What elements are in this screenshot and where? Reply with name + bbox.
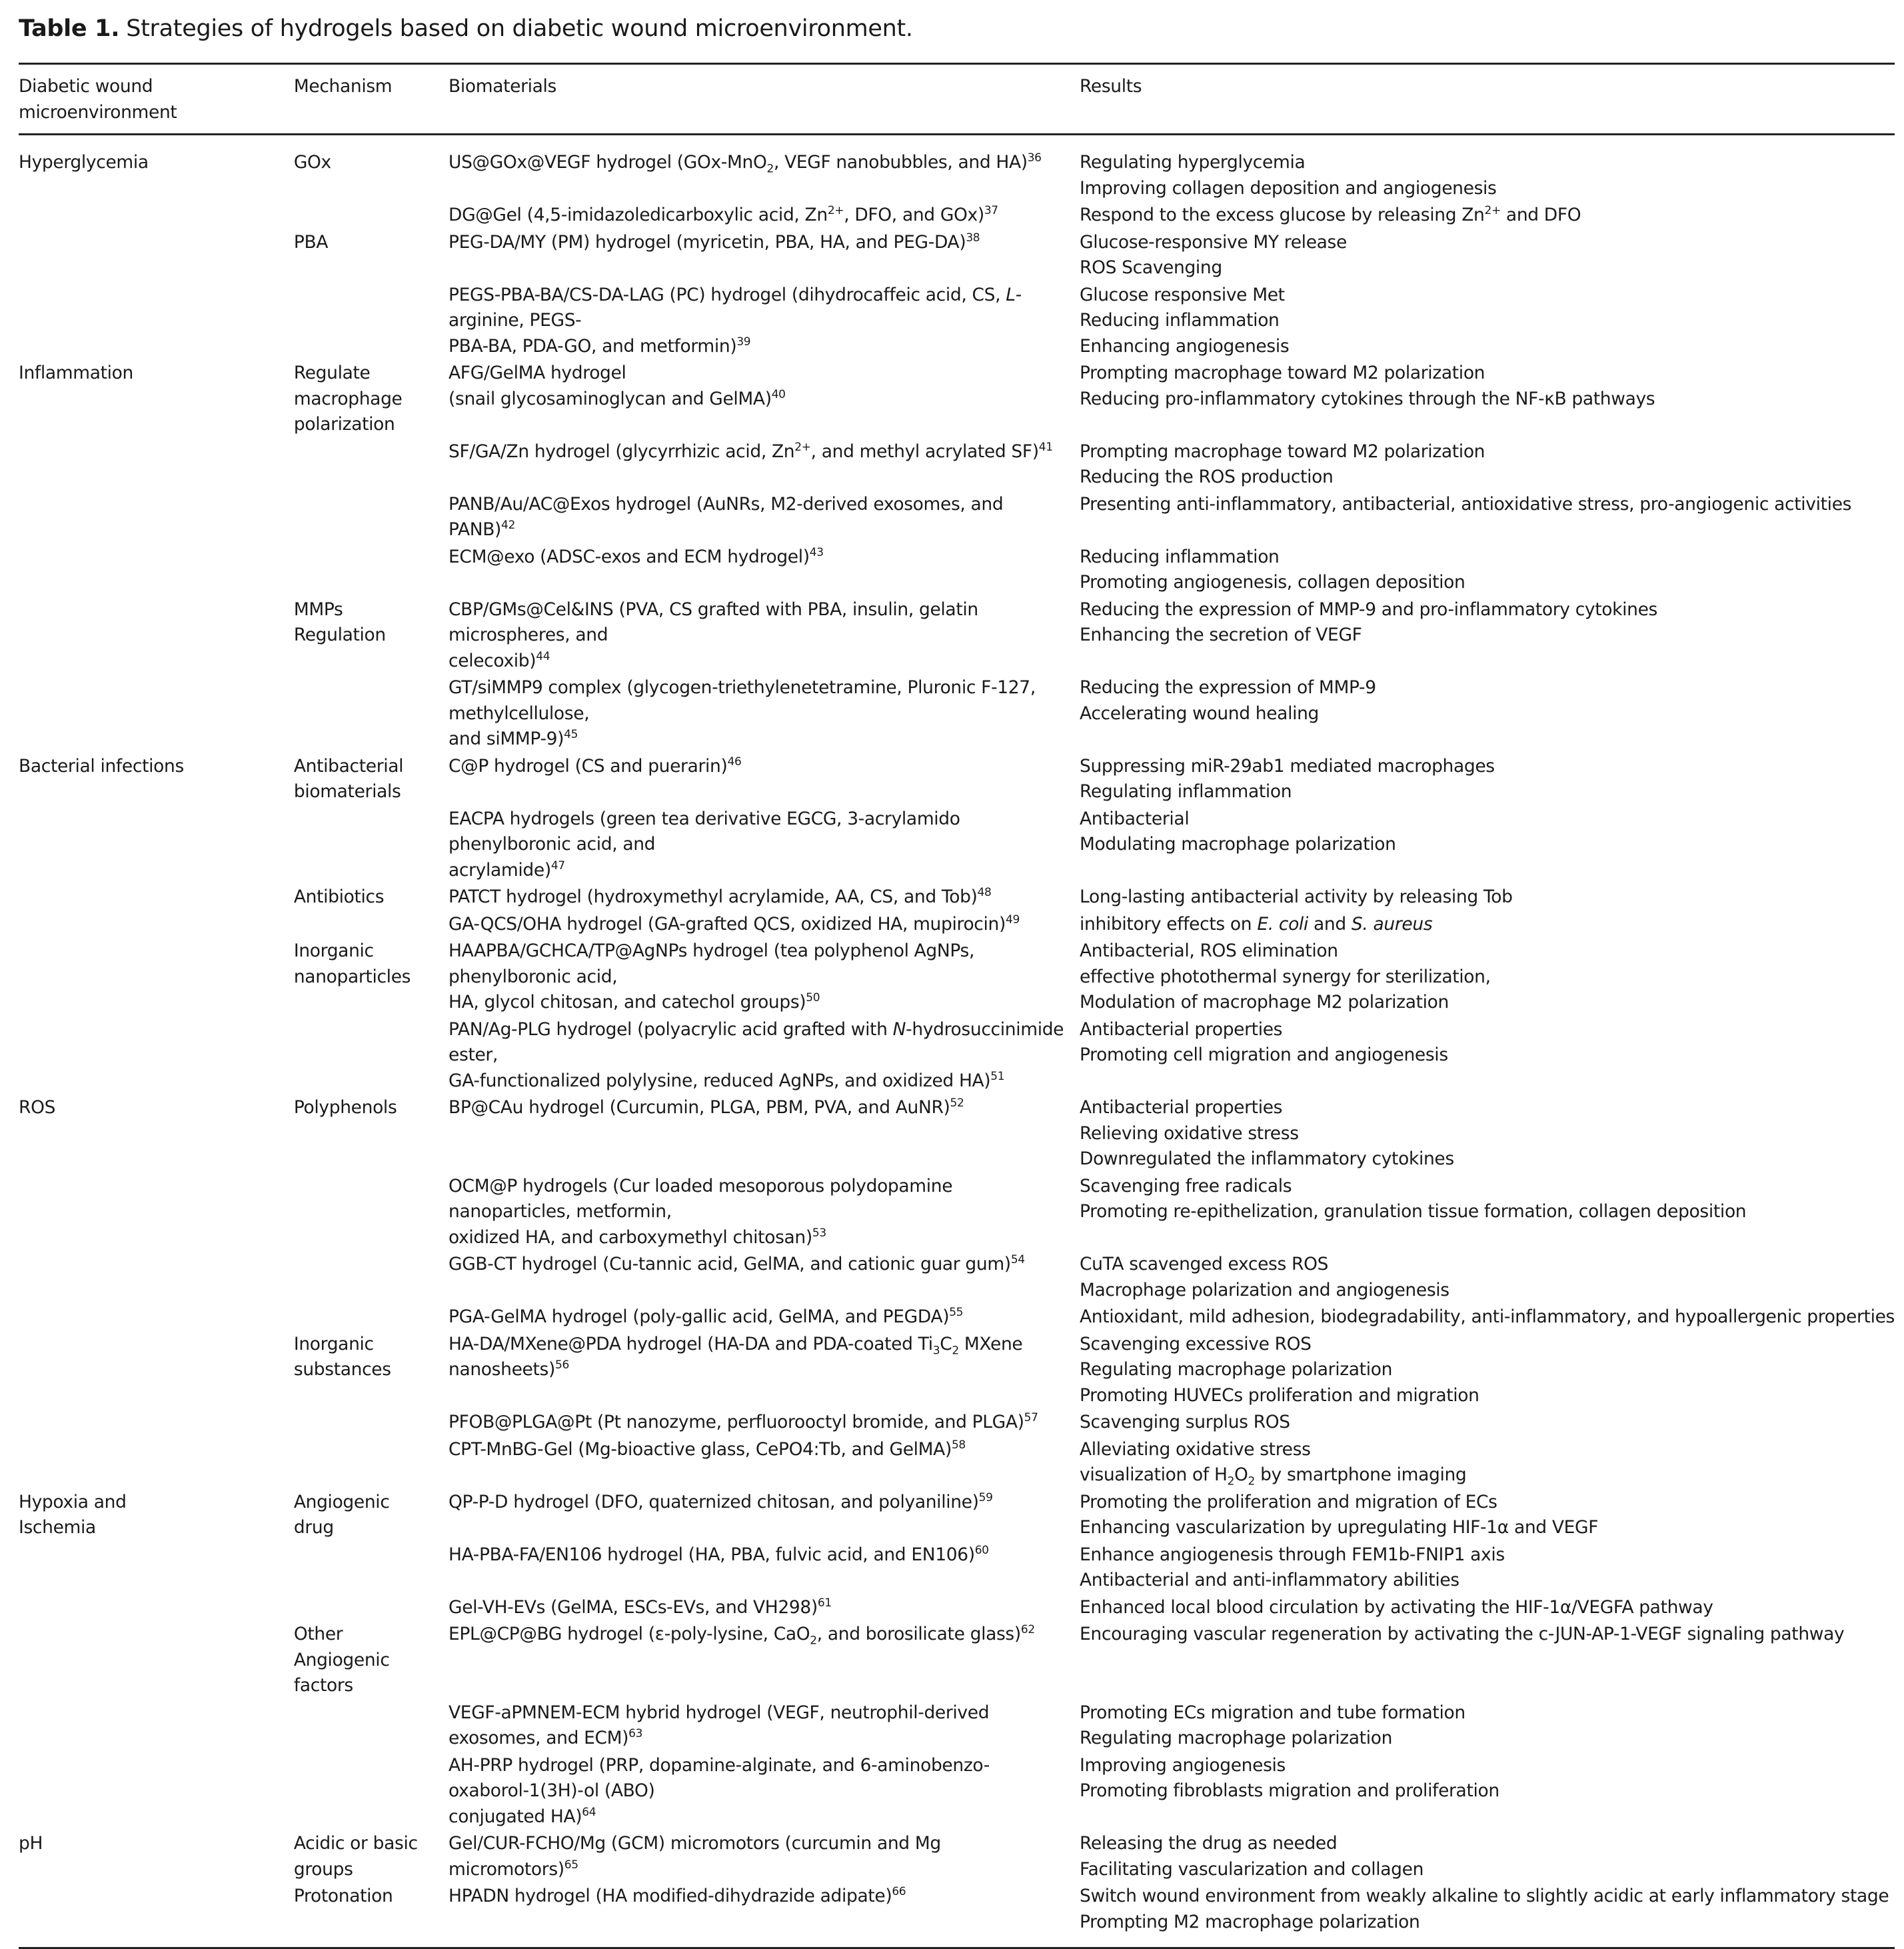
result-line: Scavenging free radicals <box>1080 1175 1292 1196</box>
cell-results <box>1080 1831 1895 1884</box>
cell-biomaterial: AH-PRP hydrogel (PRP, dopamine-alginate, and 6-aminobenzo-oxaborol-1(3H)-ol (ABO) conjugated HA)$^{64}$ <box>449 1754 990 1827</box>
result-line: Prompting macrophage toward M2 polarization <box>1080 363 1485 383</box>
cell-mechanism: Antibacterial biomaterials <box>293 755 404 802</box>
cell-microenvironment: pH <box>19 1833 43 1854</box>
cell-biomaterial: AFG/GelMA hydrogel (snail glycosaminoglycan and GelMA)$^{40}$ <box>449 363 786 409</box>
cell-biomaterial: VEGF-aPMNEM-ECM hybrid hydrogel (VEGF, neutrophil-derived exosomes, and ECM)$^{63}$ <box>449 1702 990 1748</box>
result-line: Presenting anti-inflammatory, antibacterial, antioxidative stress, pro-angiogenic activities <box>1080 493 1852 515</box>
cell-biomaterial: HA-PBA-FA/EN106 hydrogel (HA, PBA, fulvic acid, and EN106)$^{60}$ <box>449 1543 989 1565</box>
cell-microenvironment <box>19 1622 294 1700</box>
table-row <box>19 1622 1895 1700</box>
cell-microenvironment <box>19 492 294 545</box>
cell-results <box>1080 1410 1895 1437</box>
cell-mechanism <box>294 492 449 545</box>
result-line: Reducing the ROS production <box>1080 467 1334 487</box>
result-line: Alleviating oxidative stress <box>1080 1438 1311 1460</box>
cell-mechanism <box>294 807 449 885</box>
cell-microenvironment <box>19 1017 294 1096</box>
table-row <box>19 939 1895 1017</box>
header-mechanism: Mechanism <box>294 64 449 135</box>
table-row <box>19 1753 1895 1832</box>
cell-results <box>1080 230 1895 283</box>
cell-mechanism <box>294 1753 449 1832</box>
result-line: Reducing pro-inflammatory cytokines through the NF-κB pathways <box>1080 388 1655 409</box>
cell-microenvironment <box>19 912 294 939</box>
cell-microenvironment: Inflammation <box>19 363 133 383</box>
result-line: Enhanced local blood circulation by activating the HIF-1α/VEGFA pathway <box>1080 1596 1713 1618</box>
cell-mechanism <box>294 439 449 492</box>
cell-biomaterial: HPADN hydrogel (HA modified-dihydrazide adipate)$^{66}$ <box>449 1884 1080 1948</box>
table-row <box>19 1542 1895 1595</box>
cell-mechanism: Inorganic nanoparticles <box>293 941 411 987</box>
table-row <box>19 230 1895 283</box>
cell-results <box>1080 939 1895 1017</box>
cell-results <box>1080 912 1895 939</box>
table-row <box>19 1437 1895 1490</box>
cell-results <box>1080 492 1895 545</box>
cell-mechanism: Polyphenols <box>293 1097 397 1118</box>
cell-results <box>1080 1490 1895 1542</box>
cell-results <box>1080 1622 1895 1700</box>
cell-results <box>1080 885 1895 912</box>
cell-results <box>1080 1542 1895 1595</box>
table-row <box>19 135 1895 203</box>
result-line: Promoting HUVECs proliferation and migration <box>1080 1384 1479 1406</box>
header-biomaterials: Biomaterials <box>449 64 1080 135</box>
result-line: Antibacterial and anti-inflammatory abilities <box>1080 1570 1459 1590</box>
result-line: Regulating macrophage polarization <box>1080 1728 1393 1748</box>
result-line: Scavenging excessive ROS <box>1080 1333 1312 1354</box>
cell-results <box>1080 807 1895 885</box>
cell-microenvironment <box>19 939 294 1017</box>
cell-mechanism: Acidic or basic groups <box>293 1833 418 1880</box>
result-line: Improving collagen deposition and angiogenesis <box>1080 177 1497 199</box>
cell-mechanism <box>294 1437 449 1490</box>
result-line: ROS Scavenging <box>1080 257 1222 278</box>
cell-biomaterial: GT/siMMP9 complex (glycogen-triethylenetetramine, Pluronic F-127, methylcellulose, and siMMP-9)$^{45}$ <box>449 677 1036 749</box>
table-row <box>19 754 1895 807</box>
table-row <box>19 885 1895 912</box>
result-line: Downregulated the inflammatory cytokines <box>1080 1148 1454 1169</box>
cell-biomaterial: PFOB@PLGA@Pt (Pt nanozyme, perfluorooctyl bromide, and PLGA)$^{57}$ <box>449 1411 1038 1432</box>
cell-biomaterial: HAAPBA/GCHCA/TP@AgNPs hydrogel (tea polyphenol AgNPs, phenylboronic acid, HA, glycol chitosan, and catechol groups)$^{50}$ <box>449 941 975 1012</box>
cell-mechanism <box>294 1252 449 1304</box>
result-line: Macrophage polarization and angiogenesis <box>1080 1279 1449 1300</box>
cell-mechanism <box>294 1410 449 1437</box>
cell-results <box>1080 135 1895 203</box>
cell-microenvironment <box>19 203 294 230</box>
table-caption <box>19 13 1895 44</box>
cell-biomaterial: ECM@exo (ADSC-exos and ECM hydrogel)$^{43}$ <box>449 545 824 567</box>
cell-results <box>1080 1700 1895 1753</box>
result-line: Antibacterial <box>1080 808 1190 829</box>
cell-mechanism: PBA <box>293 231 329 253</box>
result-line: inhibitory effects on E. coli and S. aureus <box>1080 913 1433 935</box>
result-line: Glucose-responsive MY release <box>1080 231 1347 253</box>
cell-mechanism: Angiogenic drug <box>293 1491 390 1538</box>
cell-biomaterial: EPL@CP@BG hydrogel (ε-poly-lysine, CaO$_2$, and borosilicate glass)$^{62}$ <box>449 1623 1035 1648</box>
table-row <box>19 1332 1895 1410</box>
cell-microenvironment <box>19 230 294 283</box>
cell-microenvironment <box>19 807 294 885</box>
table-row <box>19 1017 1895 1096</box>
cell-biomaterial: QP-P-D hydrogel (DFO, quaternized chitosan, and polyaniline)$^{59}$ <box>449 1490 993 1512</box>
result-line: Enhancing the secretion of VEGF <box>1080 625 1362 645</box>
table-row <box>19 1095 1895 1174</box>
table-row <box>19 1410 1895 1437</box>
result-line: Facilitating vascularization and collagen <box>1080 1858 1424 1880</box>
strategies-table <box>19 63 1895 1949</box>
result-line: Modulation of macrophage M2 polarization <box>1080 992 1449 1012</box>
result-line: Regulating macrophage polarization <box>1080 1359 1393 1380</box>
table-row <box>19 361 1895 439</box>
table-row <box>19 203 1895 230</box>
cell-mechanism: Other Angiogenic factors <box>293 1624 390 1696</box>
cell-mechanism: Regulate macrophage polarization <box>293 363 403 435</box>
table-row <box>19 1490 1895 1542</box>
result-line: Enhancing angiogenesis <box>1080 335 1290 357</box>
result-line: visualization of $H_2O_2$ by smartphone imaging <box>1080 1464 1467 1488</box>
cell-mechanism <box>294 545 449 597</box>
cell-microenvironment <box>19 1437 294 1490</box>
result-line: Switch wound environment from weakly alkaline to slightly acidic at early inflammatory stage <box>1080 1886 1889 1906</box>
result-line: Regulating inflammation <box>1080 781 1292 802</box>
result-line: Relieving oxidative stress <box>1080 1122 1299 1144</box>
header-results: Results <box>1080 64 1895 135</box>
cell-results <box>1080 283 1895 361</box>
result-line: CuTA scavenged excess ROS <box>1080 1254 1329 1274</box>
table-row <box>19 1831 1895 1884</box>
cell-biomaterial: PATCT hydrogel (hydroxymethyl acrylamide, AA, CS, and Tob)$^{48}$ <box>449 886 992 907</box>
cell-biomaterial: CPT-MnBG-Gel (Mg-bioactive glass, CePO4:Tb, and GelMA)$^{58}$ <box>449 1438 966 1460</box>
cell-microenvironment <box>19 885 294 912</box>
cell-microenvironment <box>19 1700 294 1753</box>
cell-mechanism <box>294 283 449 361</box>
cell-biomaterial: EACPA hydrogels (green tea derivative EGCG, 3-acrylamido phenylboronic acid, and acrylamide)$^{47}$ <box>449 808 960 881</box>
cell-mechanism: Antibiotics <box>293 887 385 907</box>
table-row <box>19 283 1895 361</box>
cell-biomaterial: GA-QCS/OHA hydrogel (GA-grafted QCS, oxidized HA, mupirocin)$^{49}$ <box>449 913 1020 935</box>
cell-mechanism <box>294 1174 449 1252</box>
cell-biomaterial: DG@Gel (4,5-imidazoledicarboxylic acid, $Zn^{2+}$, DFO, and GOx)$^{37}$ <box>449 204 998 225</box>
table-row <box>19 545 1895 597</box>
result-line: Scavenging surplus ROS <box>1080 1412 1290 1432</box>
table-row <box>19 807 1895 885</box>
cell-mechanism <box>294 1595 449 1622</box>
cell-mechanism: Protonation <box>294 1884 449 1948</box>
cell-biomaterial: C@P hydrogel (CS and puerarin)$^{46}$ <box>449 755 742 777</box>
cell-mechanism <box>294 675 449 754</box>
cell-biomaterial: GGB-CT hydrogel (Cu-tannic acid, GelMA, and cationic guar gum)$^{54}$ <box>449 1253 1025 1274</box>
cell-microenvironment <box>19 283 294 361</box>
cell-biomaterial: PGA-GelMA hydrogel (poly-gallic acid, GelMA, and PEGDA)$^{55}$ <box>449 1306 964 1327</box>
cell-biomaterial: PAN/Ag-PLG hydrogel (polyacrylic acid grafted with N-hydrosuccinimide ester, GA-functionalized polylysine, reduced AgNPs, and oxidized HA)$^{51}$ <box>449 1018 1064 1091</box>
cell-mechanism <box>294 912 449 939</box>
cell-results <box>1080 1304 1895 1332</box>
cell-results <box>1080 545 1895 597</box>
result-line: Reducing inflammation <box>1080 310 1280 331</box>
result-line: effective photothermal synergy for sterilization, <box>1080 966 1491 987</box>
result-line: Antibacterial, ROS elimination <box>1080 941 1338 961</box>
result-line: Antibacterial properties <box>1080 1097 1283 1118</box>
cell-microenvironment: Hypoxia and Ischemia <box>19 1491 127 1538</box>
result-line: Long-lasting antibacterial activity by releasing Tob <box>1080 887 1513 907</box>
result-line: Reducing inflammation <box>1080 546 1280 567</box>
caption-title: Strategies of hydrogels based on diabetic wound microenvironment. <box>126 15 913 42</box>
cell-results <box>1080 1332 1895 1410</box>
cell-results <box>1080 439 1895 492</box>
cell-results <box>1080 1017 1895 1096</box>
cell-mechanism: MMPs Regulation <box>293 599 386 645</box>
result-line: Encouraging vascular regeneration by activating the c-JUN-AP-1-VEGF signaling pathway <box>1080 1624 1845 1644</box>
cell-biomaterial: OCM@P hydrogels (Cur loaded mesoporous polydopamine nanoparticles, metformin, oxidized HA, and carboxymethyl chitosan)$^{53}$ <box>449 1175 953 1248</box>
cell-mechanism <box>294 1017 449 1096</box>
cell-microenvironment: Bacterial infections <box>19 755 184 777</box>
cell-microenvironment <box>19 1252 294 1304</box>
result-line: Reducing the expression of MMP-9 <box>1080 677 1376 698</box>
header-microenvironment: Diabetic wound microenvironment <box>19 64 294 135</box>
table-row <box>19 1700 1895 1753</box>
result-line: Prompting M2 macrophage polarization <box>1080 1911 1420 1932</box>
cell-results <box>1080 675 1895 754</box>
result-line: Promoting fibroblasts migration and proliferation <box>1080 1780 1499 1801</box>
cell-results <box>1080 203 1895 230</box>
cell-biomaterial: BP@CAu hydrogel (Curcumin, PLGA, PBM, PVA, and AuNR)$^{52}$ <box>449 1096 964 1118</box>
cell-mechanism <box>294 1700 449 1753</box>
cell-mechanism <box>294 203 449 230</box>
cell-results <box>1080 754 1895 807</box>
cell-microenvironment <box>19 597 294 676</box>
cell-biomaterial: HA-DA/MXene@PDA hydrogel (HA-DA and PDA-coated $Ti_3C_2$ MXene nanosheets)$^{56}$ <box>449 1333 1023 1380</box>
cell-microenvironment: Hyperglycemia <box>19 152 149 173</box>
cell-results <box>1080 361 1895 439</box>
result-line: Promoting cell migration and angiogenesis <box>1080 1044 1448 1065</box>
cell-mechanism <box>294 1304 449 1332</box>
table-row <box>19 439 1895 492</box>
result-line: Improving angiogenesis <box>1080 1754 1286 1776</box>
cell-microenvironment <box>19 1753 294 1832</box>
result-line: Enhance angiogenesis through FEM1b-FNIP1 axis <box>1080 1544 1505 1565</box>
cell-biomaterial: PEG-DA/MY (PM) hydrogel (myricetin, PBA, HA, and PEG-DA)$^{38}$ <box>449 231 980 253</box>
cell-biomaterial: Gel/CUR-FCHO/Mg (GCM) micromotors (curcumin and Mg micromotors)$^{65}$ <box>449 1833 941 1880</box>
cell-mechanism: Inorganic substances <box>293 1333 391 1380</box>
table-row <box>19 597 1895 676</box>
cell-microenvironment <box>19 1304 294 1332</box>
result-line: Enhancing vascularization by upregulating HIF-1α and VEGF <box>1080 1517 1599 1538</box>
cell-microenvironment <box>19 1410 294 1437</box>
cell-results <box>1080 1437 1895 1490</box>
cell-results <box>1080 1884 1895 1948</box>
result-line: Accelerating wound healing <box>1080 703 1320 724</box>
result-line: Releasing the drug as needed <box>1080 1833 1338 1854</box>
table-body <box>19 135 1895 1948</box>
result-line: Regulating hyperglycemia <box>1080 152 1306 173</box>
cell-microenvironment <box>19 1542 294 1595</box>
result-line: Antibacterial properties <box>1080 1018 1283 1040</box>
table-row <box>19 1595 1895 1622</box>
table-row <box>19 1304 1895 1332</box>
table-row <box>19 1884 1895 1948</box>
table-row <box>19 492 1895 545</box>
result-line: Modulating macrophage polarization <box>1080 834 1396 855</box>
cell-biomaterial: Gel-VH-EVs (GelMA, ESCs-EVs, and VH298)$^{61}$ <box>449 1596 832 1618</box>
cell-results <box>1080 1753 1895 1832</box>
cell-biomaterial: PANB/Au/AC@Exos hydrogel (AuNRs, M2-derived exosomes, and PANB)$^{42}$ <box>449 493 1004 540</box>
result-line: Reducing the expression of MMP-9 and pro-inflammatory cytokines <box>1080 599 1658 620</box>
cell-microenvironment: ROS <box>19 1097 56 1118</box>
table-row <box>19 675 1895 754</box>
cell-biomaterial: PEGS-PBA-BA/CS-DA-LAG (PC) hydrogel (dihydrocaffeic acid, CS, L-arginine, PEGS- PBA-BA, PDA-GO, and metformin)$^{39}$ <box>449 284 1022 357</box>
cell-microenvironment <box>19 1595 294 1622</box>
cell-microenvironment <box>19 545 294 597</box>
table-row <box>19 912 1895 939</box>
caption-label: Table 1. <box>19 15 120 42</box>
cell-results <box>1080 1095 1895 1174</box>
cell-mechanism: GOx <box>293 152 331 173</box>
result-line: Suppressing miR-29ab1 mediated macrophages <box>1080 755 1495 777</box>
result-line: Promoting re-epithelization, granulation tissue formation, collagen deposition <box>1080 1201 1747 1222</box>
table-row <box>19 1252 1895 1304</box>
result-line: Respond to the excess glucose by releasing $Zn^{2+}$ and DFO <box>1080 204 1581 225</box>
cell-microenvironment <box>19 1332 294 1410</box>
cell-biomaterial: SF/GA/Zn hydrogel (glycyrrhizic acid, $Zn^{2+}$, and methyl acrylated SF)$^{41}$ <box>449 440 1053 462</box>
cell-microenvironment <box>19 439 294 492</box>
cell-results <box>1080 1595 1895 1622</box>
cell-results <box>1080 597 1895 676</box>
cell-results <box>1080 1252 1895 1304</box>
result-line: Glucose responsive Met <box>1080 284 1285 305</box>
result-line: Promoting ECs migration and tube formation <box>1080 1702 1465 1723</box>
cell-microenvironment <box>19 1884 294 1948</box>
result-line: Antioxidant, mild adhesion, biodegradability, anti-inflammatory, and hypoallergenic properties <box>1080 1306 1895 1327</box>
result-line: Promoting angiogenesis, collagen deposition <box>1080 572 1465 593</box>
cell-mechanism <box>294 1542 449 1595</box>
cell-biomaterial: US@GOx@VEGF hydrogel (GOx-MnO$_2$, VEGF nanobubbles, and HA)$^{36}$ <box>449 151 1042 176</box>
cell-microenvironment <box>19 675 294 754</box>
cell-results <box>1080 1174 1895 1252</box>
result-line: Prompting macrophage toward M2 polarization <box>1080 441 1485 462</box>
result-line: Promoting the proliferation and migration of ECs <box>1080 1491 1497 1512</box>
cell-biomaterial: CBP/GMs@Cel&INS (PVA, CS grafted with PBA, insulin, gelatin microspheres, and celecoxib)$^{44}$ <box>449 599 978 671</box>
table-row <box>19 1174 1895 1252</box>
cell-microenvironment <box>19 1174 294 1252</box>
header-row <box>19 64 1895 135</box>
